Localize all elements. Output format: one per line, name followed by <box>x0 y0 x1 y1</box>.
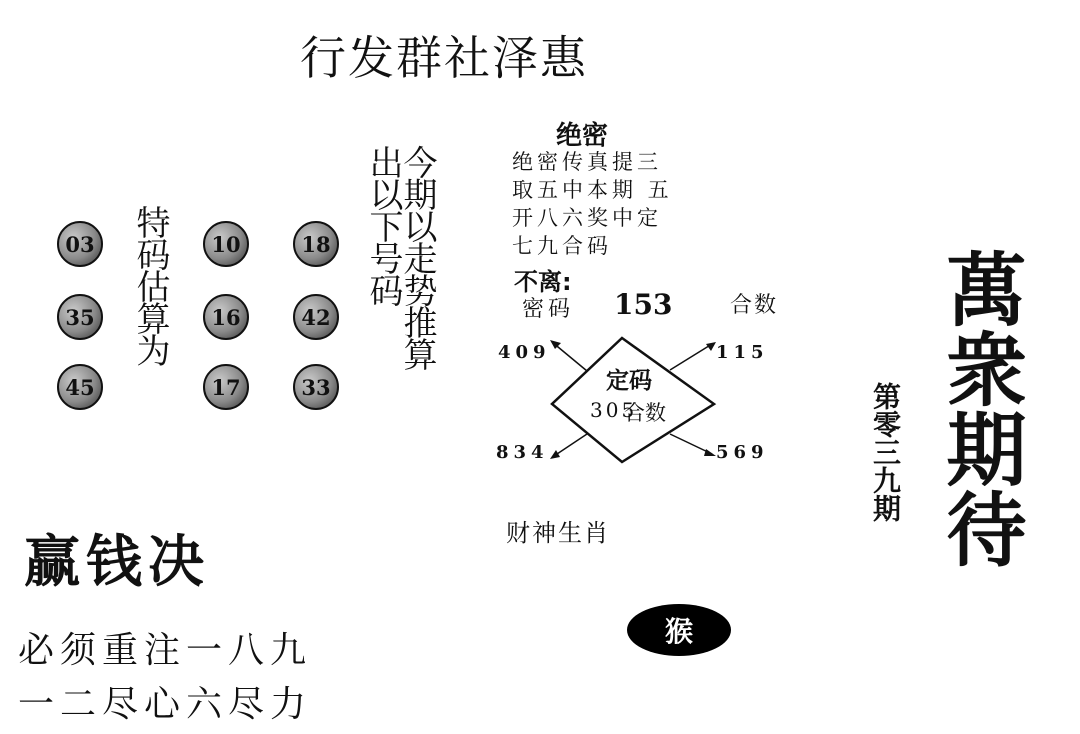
diamond-bottom-right-number: 569 <box>716 442 769 463</box>
fixed-code-sum: 合数 <box>624 401 666 425</box>
secret-line: 绝密传真提三 <box>512 150 662 174</box>
fixed-code-value: 305 <box>590 398 638 422</box>
special-code-heading: 特码估算为 <box>130 205 170 365</box>
number-ball: 33 <box>293 364 339 410</box>
zodiac-label: 财神生肖 <box>506 519 610 547</box>
number-ball: 03 <box>57 221 103 267</box>
arrow-top-right <box>670 344 712 370</box>
slogan-vertical: 萬衆期待 <box>933 248 1027 568</box>
rhyme-line-1: 必须重注一八九 <box>18 630 313 671</box>
rhyme-line-2: 一二尽心六尽力 <box>18 684 313 725</box>
fixed-code-label: 定码 <box>606 368 652 394</box>
secret-line: 七九合码 <box>512 234 612 258</box>
diamond-bottom-left-number: 834 <box>496 442 549 463</box>
diamond-top-right-number: 115 <box>716 342 769 363</box>
number-ball: 42 <box>293 294 339 340</box>
page-title: 行发群社泽惠 <box>300 31 588 85</box>
secret-line: 开八六奖中定 <box>512 206 662 230</box>
trend-text-column-1: 今期以走势推算 <box>397 145 437 369</box>
number-ball: 18 <box>293 221 339 267</box>
number-ball: 10 <box>203 221 249 267</box>
issue-number-vertical: 第零三九期 <box>869 382 902 522</box>
number-ball: 17 <box>203 364 249 410</box>
secret-line: 取五中本期 五 <box>512 178 673 202</box>
sum-label: 合数 <box>730 293 779 318</box>
number-ball: 45 <box>57 364 103 410</box>
arrow-bottom-left <box>554 434 587 456</box>
code-label: 密码 <box>522 297 575 322</box>
secret-heading: 绝密 <box>556 121 609 151</box>
diamond-top-left-number: 409 <box>498 342 551 363</box>
zodiac-badge: 猴 <box>627 604 731 656</box>
number-ball: 35 <box>57 294 103 340</box>
win-heading: 赢钱决 <box>24 529 210 595</box>
code-value: 153 <box>614 288 673 321</box>
no-leave-label: 不离: <box>514 268 572 296</box>
trend-text-column-2: 出以下号码 <box>363 145 403 305</box>
number-ball: 16 <box>203 294 249 340</box>
